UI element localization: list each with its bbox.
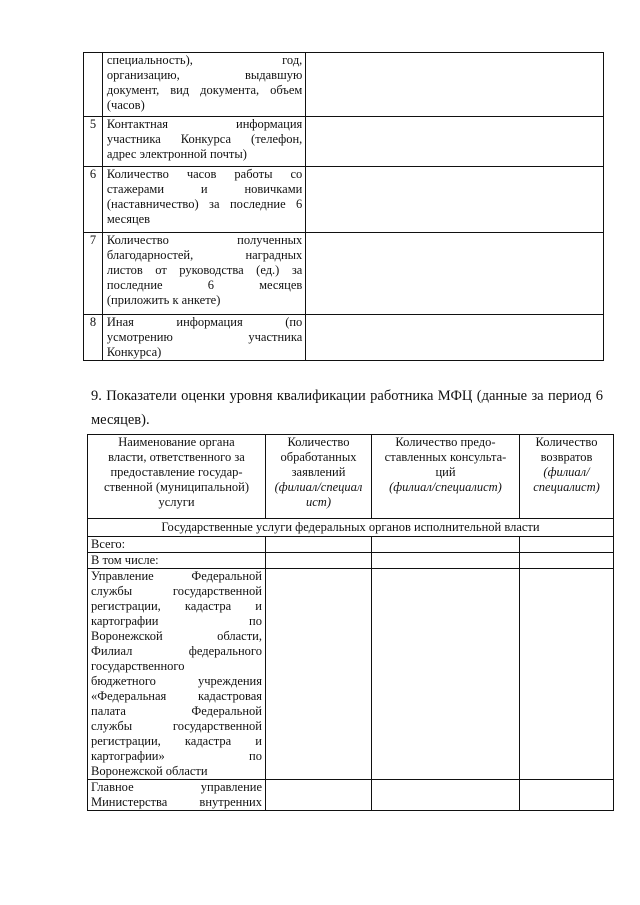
org-name-line: Воронежской области, xyxy=(91,629,262,643)
header-italic-line: специалист) xyxy=(533,480,600,494)
header-text-line: возвратов xyxy=(540,450,593,464)
org-mvd-applications xyxy=(266,780,372,811)
row-label-line: листов от руководства (ед.) за xyxy=(106,263,303,277)
including-label: В том числе: xyxy=(88,553,266,569)
table1-row xyxy=(84,117,604,167)
header-text-line: ственной (муниципальной) xyxy=(104,480,249,494)
org-name-line: регистрации, кадастра и xyxy=(91,599,262,613)
org-name-line: Главное управление xyxy=(91,780,262,794)
header-consultations xyxy=(372,435,520,519)
org-mvd-returns xyxy=(520,780,614,811)
header-italic-line: (филиал/ xyxy=(543,465,590,479)
row-label-line: участника Конкурса (телефон, xyxy=(106,132,303,146)
row-value xyxy=(306,167,604,233)
header-text-line: Количество xyxy=(535,435,598,449)
row-label-line: стажерами и новичками xyxy=(106,182,303,196)
row-label-line: Количество часов работы со xyxy=(106,167,303,181)
section-9-heading: 9. Показатели оценки уровня квалификации работника МФЦ (данные за период 6 месяцев). xyxy=(91,388,603,428)
row-label-line: организацию, выдавшую xyxy=(106,68,303,82)
row-label xyxy=(102,53,305,117)
org-name-line: палата Федеральной xyxy=(91,704,262,718)
table1-row xyxy=(84,53,604,117)
row-label-line: (наставничество) за последние 6 xyxy=(106,197,303,211)
total-label: Всего: xyxy=(88,537,266,553)
row-number: 7 xyxy=(84,233,103,315)
row-label-line: специальность), год, xyxy=(106,53,303,67)
org-name-line: Управление Федеральной xyxy=(91,569,262,583)
org-name-line: службы государственной xyxy=(91,719,262,733)
row-number xyxy=(84,53,103,117)
table1-row xyxy=(84,167,604,233)
row-label-line: месяцев xyxy=(106,212,151,226)
including-applications-cell xyxy=(266,553,372,569)
header-text-line: ставленных консульта- xyxy=(384,450,507,464)
including-consultations-cell xyxy=(372,553,520,569)
row-label-line: последние 6 месяцев xyxy=(106,278,303,292)
header-text-line: Количество xyxy=(287,435,350,449)
row-value xyxy=(306,53,604,117)
header-row xyxy=(88,435,614,519)
row-label-line: Количество полученных xyxy=(106,233,303,247)
row-label xyxy=(102,233,305,315)
header-processed-applications xyxy=(266,435,372,519)
section-title-row xyxy=(88,519,614,537)
org-name-line: службы государственной xyxy=(91,584,262,598)
header-text-line: Количество предо- xyxy=(395,435,496,449)
header-authority-name xyxy=(88,435,266,519)
row-label xyxy=(102,117,305,167)
row-label-line: адрес электронной почты) xyxy=(106,147,247,161)
org-rosreestr-consultations xyxy=(372,569,520,780)
org-name-line: Воронежской области xyxy=(91,764,208,778)
org-row-rosreestr xyxy=(88,569,614,780)
org-name-line: регистрации, кадастра и xyxy=(91,734,262,748)
row-label-line: (часов) xyxy=(106,98,145,112)
org-row-mvd xyxy=(88,780,614,811)
org-name-line: Филиал федерального xyxy=(91,644,262,658)
federal-services-title: Государственные услуги федеральных органов исполнительной власти xyxy=(88,519,614,537)
header-text-line: обработанных xyxy=(280,450,357,464)
total-consultations-cell xyxy=(372,537,520,553)
header-text-line: Наименование органа xyxy=(118,435,235,449)
header-text-line: заявлений xyxy=(291,465,346,479)
total-returns-cell xyxy=(520,537,614,553)
row-value xyxy=(306,233,604,315)
table1-row xyxy=(84,315,604,361)
qualification-indicators-table xyxy=(87,434,614,811)
org-mvd-consultations xyxy=(372,780,520,811)
row-label-line: документ, вид документа, объем xyxy=(106,83,303,97)
header-text-line: услуги xyxy=(158,495,195,509)
org-name-line: картографии» по xyxy=(91,749,262,763)
row-label-line: Иная информация (по xyxy=(106,315,303,329)
row-label xyxy=(102,315,305,361)
including-row xyxy=(88,553,614,569)
total-row xyxy=(88,537,614,553)
row-label-line: благодарностей, наградных xyxy=(106,248,303,262)
row-label xyxy=(102,167,305,233)
org-rosreestr-name xyxy=(88,569,266,780)
row-number: 6 xyxy=(84,167,103,233)
header-text-line: ций xyxy=(435,465,456,479)
org-name-line: «Федеральная кадастровая xyxy=(91,689,262,703)
org-name-line: Министерства внутренних xyxy=(91,795,262,809)
header-italic-line: (филиал/специал xyxy=(274,480,363,494)
total-applications-cell xyxy=(266,537,372,553)
org-mvd-name xyxy=(88,780,266,811)
row-number: 8 xyxy=(84,315,103,361)
org-rosreestr-returns xyxy=(520,569,614,780)
participant-info-table xyxy=(83,52,604,361)
row-label-line: Контактная информация xyxy=(106,117,303,131)
header-italic-line: ист) xyxy=(306,495,331,509)
header-text-line: предоставление государ- xyxy=(110,465,243,479)
table1-row xyxy=(84,233,604,315)
header-text-line: власти, ответственного за xyxy=(108,450,245,464)
org-rosreestr-applications xyxy=(266,569,372,780)
row-value xyxy=(306,117,604,167)
row-value xyxy=(306,315,604,361)
row-label-line: усмотрению участника xyxy=(106,330,303,344)
org-name-line: бюджетного учреждения xyxy=(91,674,262,688)
header-italic-line: (филиал/специалист) xyxy=(389,480,502,494)
row-number: 5 xyxy=(84,117,103,167)
row-label-line: Конкурса) xyxy=(106,345,162,359)
row-label-line: (приложить к анкете) xyxy=(106,293,221,307)
org-name-line: картографии по xyxy=(91,614,262,628)
header-returns xyxy=(520,435,614,519)
org-name-line: государственного xyxy=(91,659,185,673)
including-returns-cell xyxy=(520,553,614,569)
